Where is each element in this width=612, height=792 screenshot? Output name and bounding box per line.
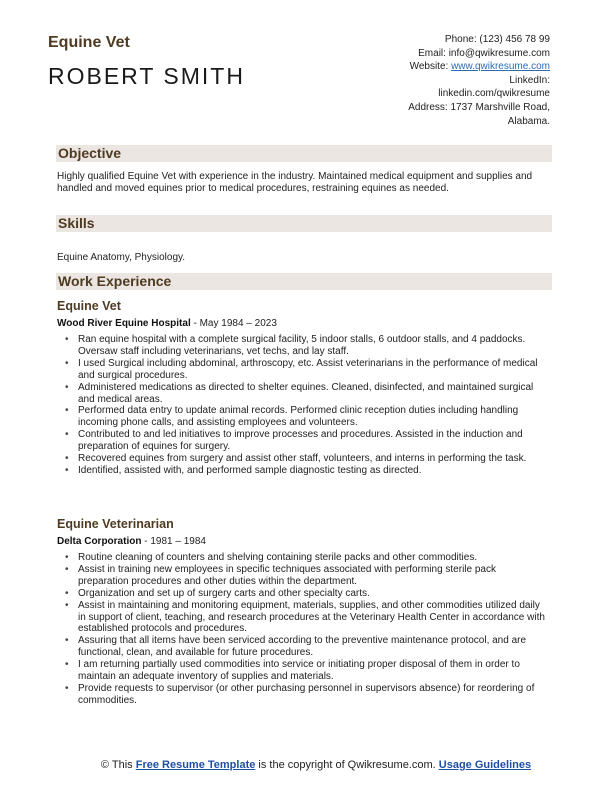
candidate-name: ROBERT SMITH	[48, 63, 245, 89]
free-resume-template-link[interactable]: Free Resume Template	[135, 759, 256, 771]
duty-item: • Assist in maintaining and monitoring equipment, materials, supplies, and other commodities utilized daily in support of client, teaching, and research procedures at the Veterinary Health Center in accordance with established protocols and procedures.	[78, 600, 548, 636]
job-dates: - May 1984 – 2023	[190, 318, 277, 329]
job-company: Delta Corporation	[57, 536, 142, 547]
work-heading: Work Experience	[58, 273, 172, 289]
work-section-header	[56, 273, 552, 290]
contact-block	[300, 33, 550, 128]
contact-email: Email: info@qwikresume.com	[418, 47, 550, 59]
footer-middle: is the copyright of Qwikresume.com.	[255, 759, 439, 771]
contact-phone: Phone: (123) 456 78 99	[444, 34, 550, 45]
contact-linkedin-label: LinkedIn:	[509, 74, 550, 86]
duty-item: • Ran equine hospital with a complete surgical facility, 5 indoor stalls, 6 outdoor stalls, and 4 paddocks. Oversaw staff including veterinarians, vet techs, and lay staff.	[78, 334, 548, 358]
skills-section-header	[56, 215, 552, 232]
job-dates: - 1981 – 1984	[141, 536, 206, 547]
objective-heading: Objective	[58, 145, 122, 161]
duty-item: • Identified, assisted with, and performed sample diagnostic testing as directed.	[78, 465, 548, 477]
objective-text: Highly qualified Equine Vet with experience in the industry. Maintained medical equipment and supplies and handled and moved equines prior to medical procedures, restraining equines as needed.	[57, 171, 533, 194]
duty-item: • Contributed to and led initiatives to improve processes and procedures. Assisted in the induction and preparation of equines for surgery.	[78, 429, 548, 453]
job-company-line	[57, 318, 277, 330]
usage-guidelines-link[interactable]: Usage Guidelines	[438, 759, 532, 771]
contact-website	[300, 60, 550, 74]
job-role: Equine Vet	[57, 299, 121, 313]
duty-item: • Administered medications as directed to shelter equines. Cleaned, disinfected, and maintained surgical and medical areas.	[78, 382, 548, 406]
footer-copyright	[56, 758, 576, 772]
duty-item: • Routine cleaning of counters and shelving containing sterile packs and other commodities.	[78, 552, 548, 564]
job-role: Equine Veterinarian	[57, 517, 174, 531]
objective-section-header	[56, 145, 552, 162]
contact-linkedin: linkedin.com/qwikresume	[438, 88, 550, 100]
skills-heading: Skills	[58, 215, 95, 231]
job-duties-list	[78, 552, 548, 707]
duty-item: • Organization and set up of surgery carts and other specialty carts.	[78, 588, 548, 600]
website-link[interactable]: www.qwikresume.com	[451, 61, 550, 73]
contact-address: Address: 1737 Marshville Road,	[408, 101, 550, 113]
duty-item: • I am returning partially used commodities into service or initiating proper disposal of them in order to maintain an adequate inventory of supplies and materials.	[78, 659, 548, 683]
duty-item: • Assuring that all items have been serviced according to the preventive maintenance protocol, and are functional, clean, and available for future procedures.	[78, 635, 548, 659]
job-company: Wood River Equine Hospital	[57, 318, 191, 329]
duty-item: • Performed data entry to update animal records. Performed clinic reception duties including handling incoming phone calls, and assisting employees and volunteers.	[78, 405, 548, 429]
resume-job-title: Equine Vet	[48, 34, 130, 51]
skills-text: Equine Anatomy, Physiology.	[57, 252, 186, 263]
footer-prefix: © This	[100, 759, 136, 771]
duty-item: • Recovered equines from surgery and assist other staff, volunteers, and interns in performing the task.	[78, 453, 548, 465]
duty-item: • Assist in training new employees in specific techniques associated with performing sterile pack preparation procedures and other duties within the department.	[78, 564, 548, 588]
duty-item: • Provide requests to supervisor (or other purchasing personnel in supervisors absence) for reordering of commodities.	[78, 683, 548, 707]
job-company-line	[57, 536, 206, 548]
job-duties-list	[78, 334, 548, 477]
contact-address-line2: Alabama.	[507, 115, 550, 127]
contact-website-label: Website:	[409, 61, 452, 73]
duty-item: • I used Surgical including abdominal, arthroscopy, etc. Assist veterinarians in the performance of medical and surgical procedures.	[78, 358, 548, 382]
